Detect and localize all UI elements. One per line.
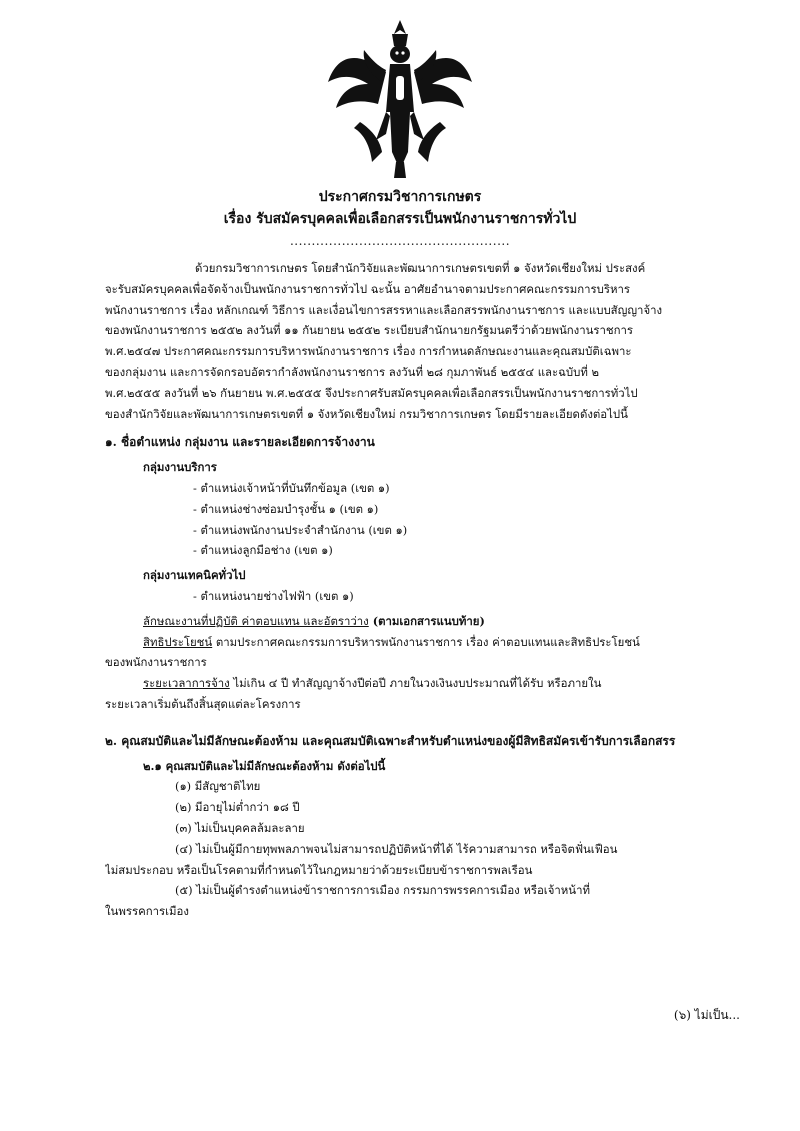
announcement-org: ประกาศกรมวิชาการเกษตร bbox=[318, 189, 482, 205]
position-item: - ตำแหน่งนายช่างไฟฟ้า (เขต ๑) bbox=[193, 588, 354, 603]
qualification-item: (๑) มีสัญชาติไทย bbox=[175, 779, 261, 794]
job-nature-label: ลักษณะงานที่ปฏิบัติ ค่าตอบแทน และอัตราว่าง bbox=[143, 613, 369, 628]
qualification-item: (๓) ไม่เป็นบุคคลล้มละลาย bbox=[175, 820, 305, 835]
qualification-item: (๒) มีอายุไม่ต่ำกว่า ๑๘ ปี bbox=[175, 800, 300, 815]
intro-paragraph bbox=[105, 258, 705, 424]
position-item: - ตำแหน่งช่างซ่อมบำรุงชั้น ๑ (เขต ๑) bbox=[193, 501, 379, 516]
benefits-text: ตามประกาศคณะกรรมการบริหารพนักงานราชการ เรื่อง ค่าตอบแทนและสิทธิประโยชน์ bbox=[212, 634, 640, 649]
benefits-line-2: ของพนักงานราชการ bbox=[105, 655, 207, 670]
period-line-2: ระยะเวลาเริ่มต้นถึงสิ้นสุดแต่ละโครงการ bbox=[105, 696, 301, 711]
intro-line: ของสำนักวิจัยและพัฒนาการเกษตรเขตที่ ๑ จังหวัดเชียงใหม่ กรมวิชาการเกษตร โดยมีรายละเอียดดังต่อไปนี้ bbox=[105, 406, 628, 421]
section2-subheading: ๒.๑ คุณสมบัติและไม่มีลักษณะต้องห้าม ดังต่อไปนี้ bbox=[143, 758, 386, 773]
qualification-item-5: (๕) ไม่เป็นผู้ดำรงตำแหน่งข้าราชการการเมือง กรรมการพรรคการเมือง หรือเจ้าหน้าที่ bbox=[175, 883, 590, 898]
qualification-item-5-cont: ในพรรคการเมือง bbox=[105, 904, 189, 919]
period-label: ระยะเวลาการจ้าง bbox=[143, 676, 230, 691]
document-body bbox=[105, 258, 705, 922]
announcement-subject: เรื่อง รับสมัครบุคคลเพื่อเลือกสรรเป็นพนักงานราชการทั่วไป bbox=[223, 211, 577, 227]
position-item: - ตำแหน่งลูกมือช่าง (เขต ๑) bbox=[193, 543, 333, 558]
group2-title: กลุ่มงานเทคนิคทั่วไป bbox=[143, 568, 246, 583]
title-separator: ................................................... bbox=[289, 234, 511, 248]
benefits-label: สิทธิประโยชน์ bbox=[143, 634, 213, 649]
page-continuation: (๖) ไม่เป็น... bbox=[673, 1008, 740, 1022]
qualification-item-4-cont: ไม่สมประกอบ หรือเป็นโรคตามที่กำหนดไว้ในกฎหมายว่าด้วยระเบียบข้าราชการพลเรือน bbox=[105, 862, 533, 877]
section1-heading: ๑. ชื่อตำแหน่ง กลุ่มงาน และรายละเอียดการจ้างงาน bbox=[105, 435, 375, 450]
intro-line: ของกลุ่มงาน และการจัดกรอบอัตรากำลังพนักงานราชการ ลงวันที่ ๒๘ กุมภาพันธ์ ๒๕๕๔ และฉบับที่ ๒ bbox=[105, 364, 599, 379]
garuda-emblem-icon bbox=[320, 12, 480, 182]
group1-title: กลุ่มงานบริการ bbox=[143, 460, 217, 475]
intro-line: ของพนักงานราชการ ๒๕๕๒ ลงวันที่ ๑๑ กันยายน ๒๕๕๒ ระเบียบสำนักนายกรัฐมนตรีว่าด้วยพนักงานราชการ bbox=[105, 323, 634, 338]
position-item: - ตำแหน่งเจ้าหน้าที่บันทึกข้อมูล (เขต ๑) bbox=[193, 480, 390, 495]
section2-heading: ๒. คุณสมบัติและไม่มีลักษณะต้องห้าม และคุณสมบัติเฉพาะสำหรับตำแหน่งของผู้มีสิทธิสมัครเข้ารับการเลือกสรร bbox=[105, 733, 676, 748]
announcement-title-block bbox=[0, 186, 800, 248]
job-nature-value: (ตามเอกสารแนบท้าย) bbox=[368, 613, 485, 628]
intro-line: พ.ศ.๒๕๔๗ ประกาศคณะกรรมการบริหารพนักงานราชการ เรื่อง การกำหนดลักษณะงานและคุณสมบัติเฉพาะ bbox=[105, 344, 632, 359]
intro-line: ด้วยกรมวิชาการเกษตร โดยสำนักวิจัยและพัฒนาการเกษตรเขตที่ ๑ จังหวัดเชียงใหม่ ประสงค์ bbox=[195, 261, 646, 275]
period-line bbox=[143, 673, 705, 694]
job-nature-line bbox=[143, 611, 705, 632]
qualification-item-4: (๔) ไม่เป็นผู้มีกายทุพพลภาพจนไม่สามารถปฏิบัติหน้าที่ได้ ไร้ความสามารถ หรือจิตฟั่นเฟือน bbox=[175, 841, 618, 856]
benefits-line bbox=[143, 632, 705, 653]
position-item: - ตำแหน่งพนักงานประจำสำนักงาน (เขต ๑) bbox=[193, 522, 408, 537]
period-text: ไม่เกิน ๔ ปี ทำสัญญาจ้างปีต่อปี ภายในวงเงินงบประมาณที่ได้รับ หรือภายใน bbox=[229, 676, 602, 691]
intro-line: พ.ศ.๒๕๕๕ ลงวันที่ ๒๖ กันยายน พ.ศ.๒๕๕๕ จึงประกาศรับสมัครบุคคลเพื่อเลือกสรรเป็นพนักงานราชการทั่วไป bbox=[105, 385, 638, 400]
intro-line: จะรับสมัครบุคคลเพื่อจัดจ้างเป็นพนักงานราชการทั่วไป ฉะนั้น อาศัยอำนาจตามประกาศคณะกรรมการบริหาร bbox=[105, 281, 631, 296]
intro-line: พนักงานราชการ เรื่อง หลักเกณฑ์ วิธีการ และเงื่อนไขการสรรหาและเลือกสรรพนักงานราชการ และแบบสัญญาจ้าง bbox=[105, 302, 663, 317]
